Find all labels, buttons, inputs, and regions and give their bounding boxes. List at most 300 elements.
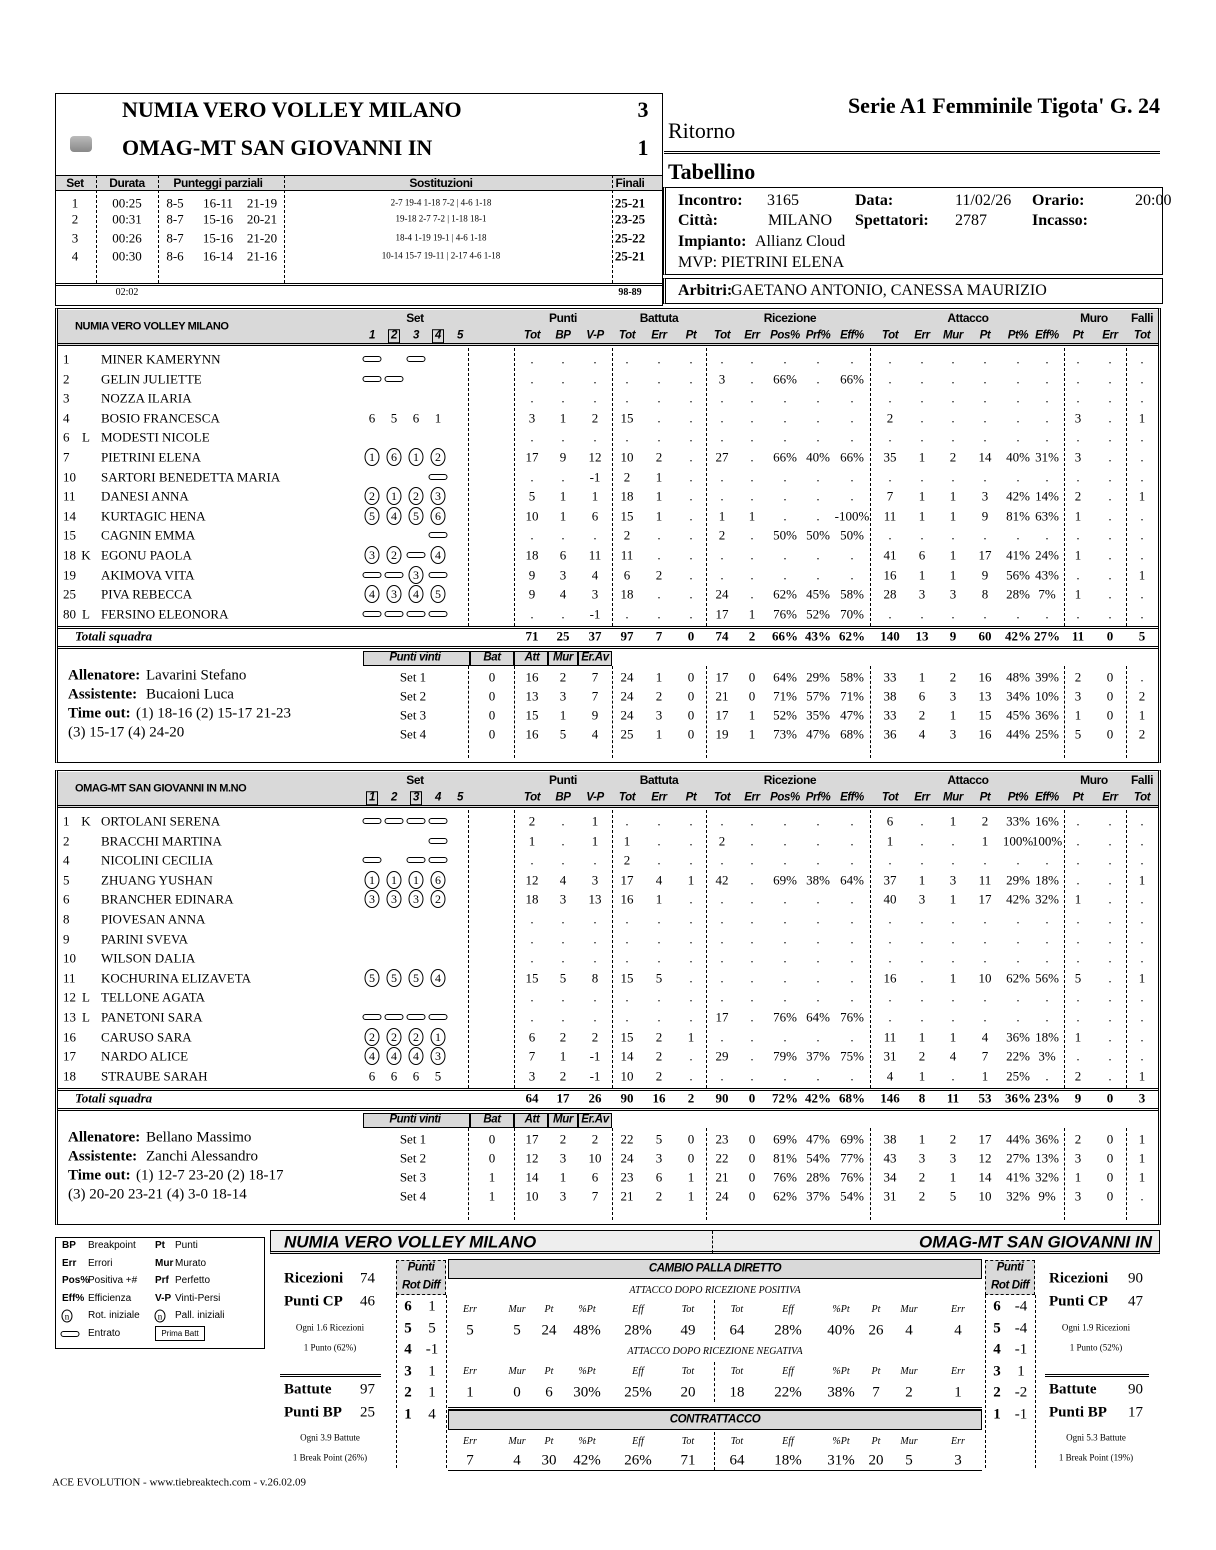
player-name: TELLONE AGATA	[101, 989, 206, 1005]
team-total-stat: 140	[880, 628, 900, 644]
player-stat: .	[1108, 852, 1112, 868]
player-stat: .	[689, 371, 693, 387]
player-stat: .	[1076, 911, 1080, 927]
team-total-stat: 71	[525, 628, 539, 644]
negative-reception-title: ATTACCO DOPO RICEZIONE NEGATIVA	[627, 1346, 803, 1357]
player-stat: .	[1076, 527, 1080, 543]
player-stat: .	[750, 1048, 754, 1064]
player-stat: .	[1045, 1009, 1049, 1025]
player-stat: .	[1108, 891, 1112, 907]
team-total-stat: 90	[715, 1090, 729, 1106]
set-row-stat: 69%	[773, 1131, 797, 1147]
player-stat: .	[920, 1009, 924, 1025]
set-row-stat: 1	[1138, 1169, 1146, 1185]
set-summary-box	[55, 93, 663, 306]
set-row-stat: 32%	[1035, 1169, 1059, 1185]
rotation-number: 5	[993, 1320, 1001, 1337]
partial-score: 8-7	[166, 230, 184, 246]
player-stat: .	[561, 989, 565, 1005]
player-stat: .	[657, 911, 661, 927]
set-row-stat: 31	[883, 1188, 897, 1204]
starting-rotation-marker: 2	[409, 487, 424, 505]
set-row-label: Set 3	[399, 1169, 427, 1185]
player-stat: .	[530, 390, 534, 406]
player-stat: .	[657, 429, 661, 445]
set-row-stat: 14	[978, 1169, 992, 1185]
player-stat: 18	[620, 488, 634, 504]
home-attack-stat: 30	[541, 1452, 557, 1469]
player-stat: .	[783, 1068, 787, 1084]
partial-score: 8-7	[166, 211, 184, 227]
set-row-stat: 7	[591, 669, 599, 685]
player-stat: 3	[559, 891, 567, 907]
set-row-stat: 17	[715, 669, 729, 685]
player-stat: .	[1016, 606, 1020, 622]
player-stat: 16	[883, 567, 897, 583]
player-stat: .	[750, 586, 754, 602]
player-stat: .	[750, 833, 754, 849]
set-row-stat: 10%	[1035, 688, 1059, 704]
divider	[514, 810, 515, 1088]
set-duration: 00:30	[112, 248, 142, 264]
player-stat: .	[1076, 1048, 1080, 1064]
ricezioni-value: 90	[1128, 1270, 1143, 1287]
player-stat: 2	[1074, 488, 1082, 504]
player-stat: .	[1076, 989, 1080, 1005]
set-row-stat: 77%	[840, 1150, 864, 1166]
home-attack-stat: 7	[466, 1452, 474, 1469]
player-stat: 18	[525, 891, 539, 907]
player-stat: .	[1140, 469, 1144, 485]
player-stat: .	[689, 931, 693, 947]
player-stat: 18	[525, 547, 539, 563]
player-stat: 4	[559, 586, 567, 602]
player-stat: 17	[715, 606, 729, 622]
player-stat: .	[951, 950, 955, 966]
legend-desc: Errori	[88, 1257, 113, 1269]
player-stat: .	[951, 989, 955, 1005]
player-stat: .	[750, 527, 754, 543]
player-stat: .	[1108, 1068, 1112, 1084]
divider	[446, 1295, 447, 1468]
player-stat: .	[530, 527, 534, 543]
player-stat: .	[850, 989, 854, 1005]
player-stat: .	[657, 547, 661, 563]
player-stat: .	[920, 989, 924, 1005]
player-stat: 6	[886, 813, 894, 829]
set-row-stat: 13%	[1035, 1150, 1059, 1166]
set-row-stat: 6	[918, 688, 926, 704]
stat-column-header: Pt	[1072, 329, 1084, 342]
set-row-stat: 73%	[773, 726, 797, 742]
player-stat: .	[951, 833, 955, 849]
attack-col-header: Mur	[900, 1436, 918, 1447]
set-number: 1	[71, 195, 79, 211]
player-stat: 36%	[1006, 1029, 1030, 1045]
set-row-stat: 0	[748, 1150, 756, 1166]
player-stat: .	[593, 1009, 597, 1025]
entered-icon	[385, 818, 404, 824]
player-stat: .	[850, 950, 854, 966]
player-stat: .	[530, 989, 534, 1005]
player-stat: .	[816, 911, 820, 927]
player-stat: 3	[981, 488, 989, 504]
player-stat: .	[816, 1068, 820, 1084]
player-stat: .	[625, 813, 629, 829]
player-stat: .	[951, 931, 955, 947]
divider	[448, 1470, 982, 1471]
player-stat: .	[1045, 527, 1049, 543]
player-stat: .	[1076, 371, 1080, 387]
player-name: NOZZA ILARIA	[101, 390, 192, 406]
player-stat: .	[1108, 911, 1112, 927]
player-stat: .	[657, 833, 661, 849]
stat-group-header: Attacco	[947, 311, 989, 325]
player-stat: .	[1140, 931, 1144, 947]
set-row-stat: 1	[918, 669, 926, 685]
attack-col-header: Tot	[681, 1436, 695, 1447]
substitutions: 18-4 1-19 19-1 | 4-6 1-18	[395, 232, 487, 243]
player-stat: .	[1045, 606, 1049, 622]
player-stat: .	[850, 390, 854, 406]
player-number: 7	[63, 449, 70, 465]
player-stat: 1	[559, 1048, 567, 1064]
starting-rotation-marker: 5	[365, 969, 380, 987]
set-number: 2	[71, 211, 79, 227]
set-row-stat: 24	[620, 669, 634, 685]
rotation-marker-icon: n	[155, 1310, 166, 1323]
ogni-battute: Ogni 3.9 Battute	[300, 1432, 360, 1443]
stat-column-header: Tot	[523, 791, 541, 804]
player-stat: .	[530, 931, 534, 947]
set-row-stat: 0	[488, 1131, 496, 1147]
set-number: 4	[71, 248, 79, 264]
player-stat: 16	[620, 891, 634, 907]
footer-credit: ACE EVOLUTION - www.tiebreaktech.com - v.26.02.09	[52, 1476, 306, 1489]
player-stat: 76%	[840, 1009, 864, 1025]
attack-col-header: Pt	[544, 1304, 554, 1315]
set-row-stat: 32%	[1006, 1188, 1030, 1204]
player-stat: .	[1140, 586, 1144, 602]
player-stat: 66%	[773, 371, 797, 387]
player-stat: .	[689, 410, 693, 426]
player-number: 5	[63, 872, 70, 888]
set-row-stat: 5	[655, 1131, 663, 1147]
set-row-stat: 3	[949, 726, 957, 742]
starting-rotation-marker: 1	[387, 871, 402, 889]
team-total-stat: 62%	[839, 628, 865, 644]
player-stat: .	[720, 950, 724, 966]
player-stat: .	[888, 931, 892, 947]
rotation-diff: 1	[1017, 1363, 1025, 1380]
player-stat: .	[657, 527, 661, 543]
player-number: 10	[63, 950, 76, 966]
player-stat: .	[1140, 351, 1144, 367]
starting-rotation-marker: 4	[365, 585, 380, 603]
player-name: CARUSO SARA	[101, 1029, 192, 1045]
stat-column-header: Err	[914, 329, 930, 342]
player-stat: .	[750, 371, 754, 387]
player-stat: 2	[559, 1029, 567, 1045]
set-row-stat: 3	[949, 1150, 957, 1166]
player-stat: .	[689, 950, 693, 966]
rotation-marker-icon: n	[62, 1310, 73, 1323]
player-number: 1	[63, 351, 70, 367]
competition-title: Serie A1 Femminile Tigota' G. 24	[847, 93, 1160, 118]
set-row-stat: 5	[949, 1188, 957, 1204]
ogni-battute: Ogni 5.3 Battute	[1066, 1432, 1126, 1443]
player-stat: 9	[981, 508, 989, 524]
set-row-stat: 43	[883, 1150, 897, 1166]
player-stat: .	[561, 351, 565, 367]
player-number: 8	[63, 911, 70, 927]
player-stat: .	[657, 989, 661, 1005]
player-stat: .	[816, 931, 820, 947]
attack-col-header: %Pt	[578, 1304, 596, 1315]
player-stat: .	[983, 390, 987, 406]
set-row-stat: 16	[525, 669, 539, 685]
player-stat: .	[951, 390, 955, 406]
home-attack-stat: 30%	[573, 1384, 601, 1401]
player-stat: 4	[559, 872, 567, 888]
player-stat: .	[850, 410, 854, 426]
divider	[1064, 348, 1065, 626]
set-row-stat: 1	[748, 726, 756, 742]
player-stat: .	[850, 469, 854, 485]
player-stat: 18	[620, 586, 634, 602]
attack-col-header: %Pt	[832, 1304, 850, 1315]
player-stat: 1	[949, 813, 957, 829]
player-stat: .	[720, 351, 724, 367]
player-stat: .	[1140, 989, 1144, 1005]
player-stat: 1	[1138, 970, 1146, 986]
divider	[612, 810, 613, 1088]
player-number: 11	[63, 488, 76, 504]
player-stat: 1	[655, 891, 663, 907]
impianto-label: Impianto:	[678, 233, 747, 250]
player-stat: 29%	[1006, 872, 1030, 888]
set-row-stat: 0	[687, 669, 695, 685]
set-row-stat: 0	[1106, 1169, 1114, 1185]
set-sub-header: Punti vinti	[389, 651, 441, 664]
player-stat: .	[625, 351, 629, 367]
player-stat: .	[689, 852, 693, 868]
entered-icon	[407, 857, 426, 863]
player-stat: .	[750, 567, 754, 583]
player-stat: 17	[978, 547, 992, 563]
away-attack-stat: 26	[868, 1322, 884, 1339]
orario-label: Orario:	[1032, 192, 1085, 209]
player-stat: 3	[528, 1068, 536, 1084]
player-stat: .	[1108, 950, 1112, 966]
set-row-stat: 81%	[773, 1150, 797, 1166]
player-stat: .	[625, 950, 629, 966]
player-stat: 3	[949, 872, 957, 888]
player-stat: .	[816, 970, 820, 986]
player-name: BOSIO FRANCESCA	[101, 410, 220, 426]
player-stat: 11	[883, 508, 897, 524]
set-row-stat: .	[1140, 669, 1144, 685]
player-stat: .	[750, 547, 754, 563]
set-row-stat: 2	[1074, 1131, 1082, 1147]
player-name: NARDO ALICE	[101, 1048, 189, 1064]
set-row-stat: 34%	[1006, 688, 1030, 704]
starting-rotation-marker: 4	[409, 585, 424, 603]
player-stat: .	[1108, 371, 1112, 387]
player-stat: .	[816, 813, 820, 829]
player-stat: .	[888, 911, 892, 927]
player-stat: .	[1076, 390, 1080, 406]
set-row-stat: 2	[1138, 726, 1146, 742]
team-total-stat: 0	[1106, 628, 1114, 644]
away-attack-stat: 31%	[827, 1452, 855, 1469]
partial-score: 20-21	[246, 211, 278, 227]
set-row-stat: 0	[488, 688, 496, 704]
set-number-header: 5	[457, 791, 463, 804]
divider	[1126, 810, 1127, 1088]
player-stat: 2	[623, 852, 631, 868]
stat-group-header: Muro	[1080, 311, 1108, 325]
set-row-stat: 27%	[1006, 1150, 1030, 1166]
stat-group-header: Battuta	[639, 311, 679, 325]
starting-rotation-marker: 4	[365, 1047, 380, 1065]
away-attack-stat: 38%	[827, 1384, 855, 1401]
home-attack-stat: 5	[466, 1322, 474, 1339]
substitutions: 10-14 15-7 19-11 | 2-17 4-6 1-18	[381, 250, 501, 261]
attack-col-header: %Pt	[578, 1436, 596, 1447]
player-stat: .	[1108, 1029, 1112, 1045]
starting-rotation-marker: 4	[431, 969, 446, 987]
player-stat: 76%	[773, 1009, 797, 1025]
set-row-stat: 47%	[806, 1131, 830, 1147]
set-sub-header: Er.Av	[581, 1113, 609, 1126]
player-stat: 11	[588, 547, 602, 563]
away-attack-stat: 64	[729, 1452, 745, 1469]
player-number: 6	[63, 891, 70, 907]
player-stat: .	[783, 852, 787, 868]
set-row-stat: 29%	[806, 669, 830, 685]
player-stat: .	[850, 852, 854, 868]
player-stat: .	[783, 911, 787, 927]
player-stat: .	[850, 488, 854, 504]
starting-rotation-marker: 2	[431, 448, 446, 466]
set-summary-header: Finali	[615, 176, 645, 190]
player-stat: .	[1140, 891, 1144, 907]
team-name-header: NUMIA VERO VOLLEY MILANO	[75, 320, 229, 333]
home-attack-stat: 24	[541, 1322, 557, 1339]
set-row-label: Set 3	[399, 707, 427, 723]
player-number: 10	[63, 469, 76, 485]
set-row-stat: 1	[655, 669, 663, 685]
player-stat: 24	[715, 586, 729, 602]
positive-reception-title: ATTACCO DOPO RICEZIONE POSITIVA	[629, 1285, 801, 1296]
player-stat: 35	[883, 449, 897, 465]
player-stat: .	[1140, 547, 1144, 563]
player-stat: 66%	[773, 449, 797, 465]
attack-col-header: Mur	[900, 1366, 918, 1377]
punti-bp-value: 25	[360, 1404, 375, 1421]
legend-desc: Breakpoint	[88, 1240, 136, 1251]
player-stat: .	[720, 547, 724, 563]
player-stat: .	[750, 891, 754, 907]
player-stat: .	[561, 469, 565, 485]
ricezioni-label: Ricezioni	[1049, 1270, 1109, 1287]
player-stat: .	[530, 351, 534, 367]
player-stat: 52%	[806, 606, 830, 622]
partial-score: 8-6	[166, 248, 184, 264]
attack-col-header: %Pt	[832, 1436, 850, 1447]
player-stat: .	[1140, 852, 1144, 868]
set-row-stat: 0	[1106, 688, 1114, 704]
set-row-stat: 2	[949, 1131, 957, 1147]
player-stat: .	[689, 586, 693, 602]
player-stat: 2	[655, 1029, 663, 1045]
player-number: 9	[63, 931, 70, 947]
set-row-stat: .	[1140, 1188, 1144, 1204]
player-stat: 1	[1074, 547, 1082, 563]
player-stat: .	[1076, 950, 1080, 966]
player-stat: .	[750, 813, 754, 829]
stat-column-header: Pt	[685, 791, 697, 804]
set-row-stat: 6	[655, 1169, 663, 1185]
set-row-stat: 0	[1106, 669, 1114, 685]
player-stat: .	[750, 989, 754, 1005]
starting-rotation-marker: 4	[387, 507, 402, 525]
rotation-diff: -4	[1014, 1320, 1028, 1337]
player-stat: 4	[886, 1068, 894, 1084]
team-total-stat: 66%	[772, 628, 798, 644]
stat-group-header: Attacco	[947, 773, 989, 787]
player-stat: .	[593, 911, 597, 927]
player-stat: .	[850, 833, 854, 849]
set-row-stat: 57%	[806, 688, 830, 704]
away-attack-stat: 4	[905, 1322, 913, 1339]
player-stat: .	[750, 911, 754, 927]
player-stat: 66%	[840, 449, 864, 465]
player-stat: .	[1140, 508, 1144, 524]
attack-col-header: Pt	[871, 1304, 881, 1315]
stat-column-header: Pt	[979, 329, 991, 342]
player-stat: 1	[748, 606, 756, 622]
divider	[612, 666, 613, 758]
player-stat: 1	[949, 1029, 957, 1045]
attack-col-header: Pt	[871, 1436, 881, 1447]
set-rotation-value: 6	[368, 410, 376, 426]
legend-desc: Entrato	[88, 1328, 121, 1339]
set-row-stat: 1	[748, 707, 756, 723]
player-name: WILSON DALIA	[101, 950, 196, 966]
player-stat: .	[1076, 833, 1080, 849]
player-stat: 1	[949, 488, 957, 504]
player-stat: 3	[949, 586, 957, 602]
set-row-stat: 58%	[840, 669, 864, 685]
team-total-stat: 9	[949, 628, 957, 644]
player-stat: 14	[978, 449, 992, 465]
player-stat: 2	[886, 410, 894, 426]
starting-rotation-marker: 3	[387, 585, 402, 603]
player-stat: .	[983, 1009, 987, 1025]
player-stat: 2	[1074, 1068, 1082, 1084]
team-total-stat: 90	[620, 1090, 634, 1106]
set-row-stat: 1	[687, 1169, 695, 1185]
player-stat: 15	[620, 508, 634, 524]
player-stat: .	[951, 469, 955, 485]
player-role: L	[82, 429, 90, 445]
player-stat: .	[689, 833, 693, 849]
set-duration: 00:26	[112, 230, 142, 246]
player-stat: .	[625, 931, 629, 947]
arbitri-value: GAETANO ANTONIO, CANESSA MAURIZIO	[731, 282, 1047, 299]
